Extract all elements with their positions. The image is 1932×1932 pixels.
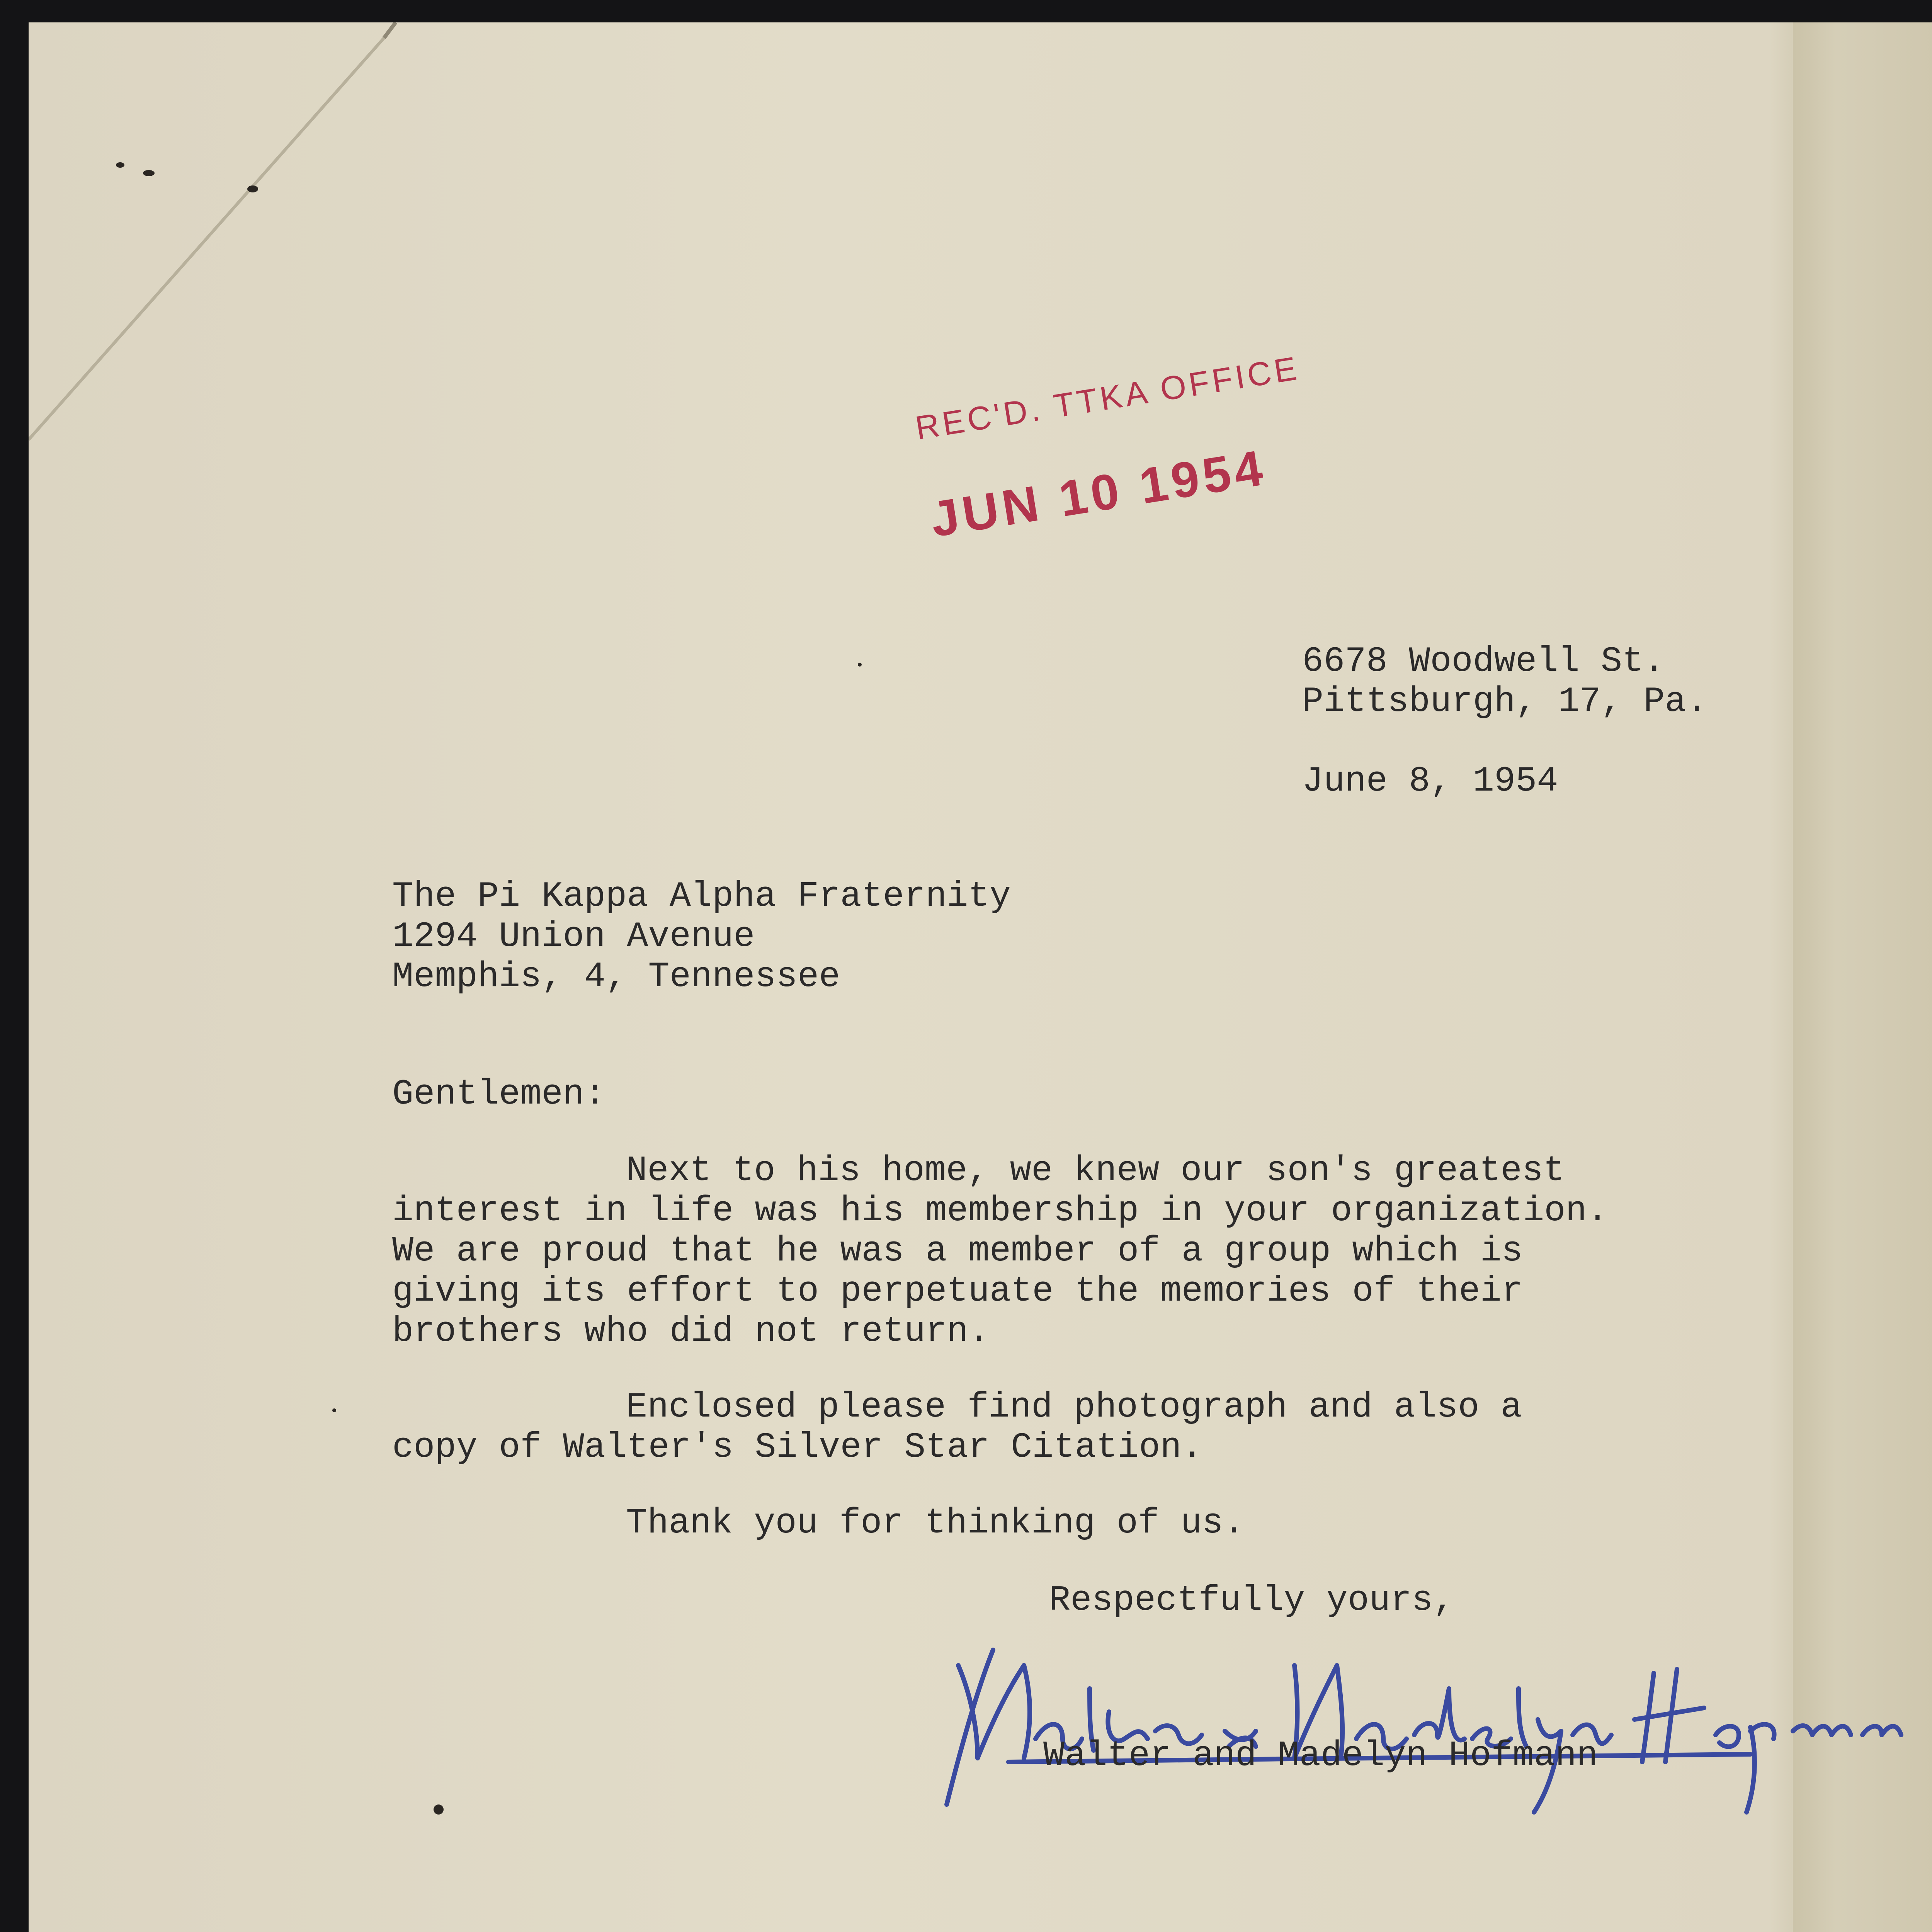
- typed-signature-name: Walter and Madelyn Hofmann: [1043, 1735, 1598, 1776]
- letter-date: June 8, 1954: [1302, 761, 1558, 801]
- received-stamp-office: REC'D. TTKA OFFICE: [913, 349, 1302, 447]
- body-line: giving its effort to perpetuate the memories of their: [392, 1271, 1523, 1311]
- paper-speck: [332, 1408, 336, 1412]
- sender-street: 6678 Woodwell St.: [1302, 641, 1665, 682]
- body-line: interest in life was his membership in your organization.: [392, 1190, 1608, 1231]
- body-line: copy of Walter's Silver Star Citation.: [392, 1427, 1203, 1468]
- body-line: Enclosed please find photograph and also a: [626, 1387, 1522, 1427]
- corner-crease: [29, 22, 492, 486]
- recipient-name: The Pi Kappa Alpha Fraternity: [392, 876, 1011, 917]
- received-stamp-date: JUN 10 1954: [927, 439, 1270, 548]
- paper-speck: [247, 185, 258, 192]
- body-line: We are proud that he was a member of a group which is: [392, 1231, 1523, 1271]
- recipient-street: 1294 Union Avenue: [392, 916, 755, 957]
- paper-speck: [116, 162, 124, 168]
- recipient-city: Memphis, 4, Tennessee: [392, 956, 840, 997]
- salutation: Gentlemen:: [392, 1074, 606, 1114]
- paper-speck: [434, 1804, 444, 1815]
- paper-speck: [143, 170, 155, 176]
- handwritten-signature: [908, 1642, 1913, 1820]
- closing: Respectfully yours,: [1049, 1580, 1454, 1621]
- sender-city: Pittsburgh, 17, Pa.: [1302, 681, 1708, 722]
- paper-speck: [858, 663, 862, 667]
- body-line: Thank you for thinking of us.: [626, 1503, 1245, 1543]
- body-line: Next to his home, we knew our son's greatest: [626, 1150, 1565, 1191]
- body-line: brothers who did not return.: [392, 1311, 990, 1352]
